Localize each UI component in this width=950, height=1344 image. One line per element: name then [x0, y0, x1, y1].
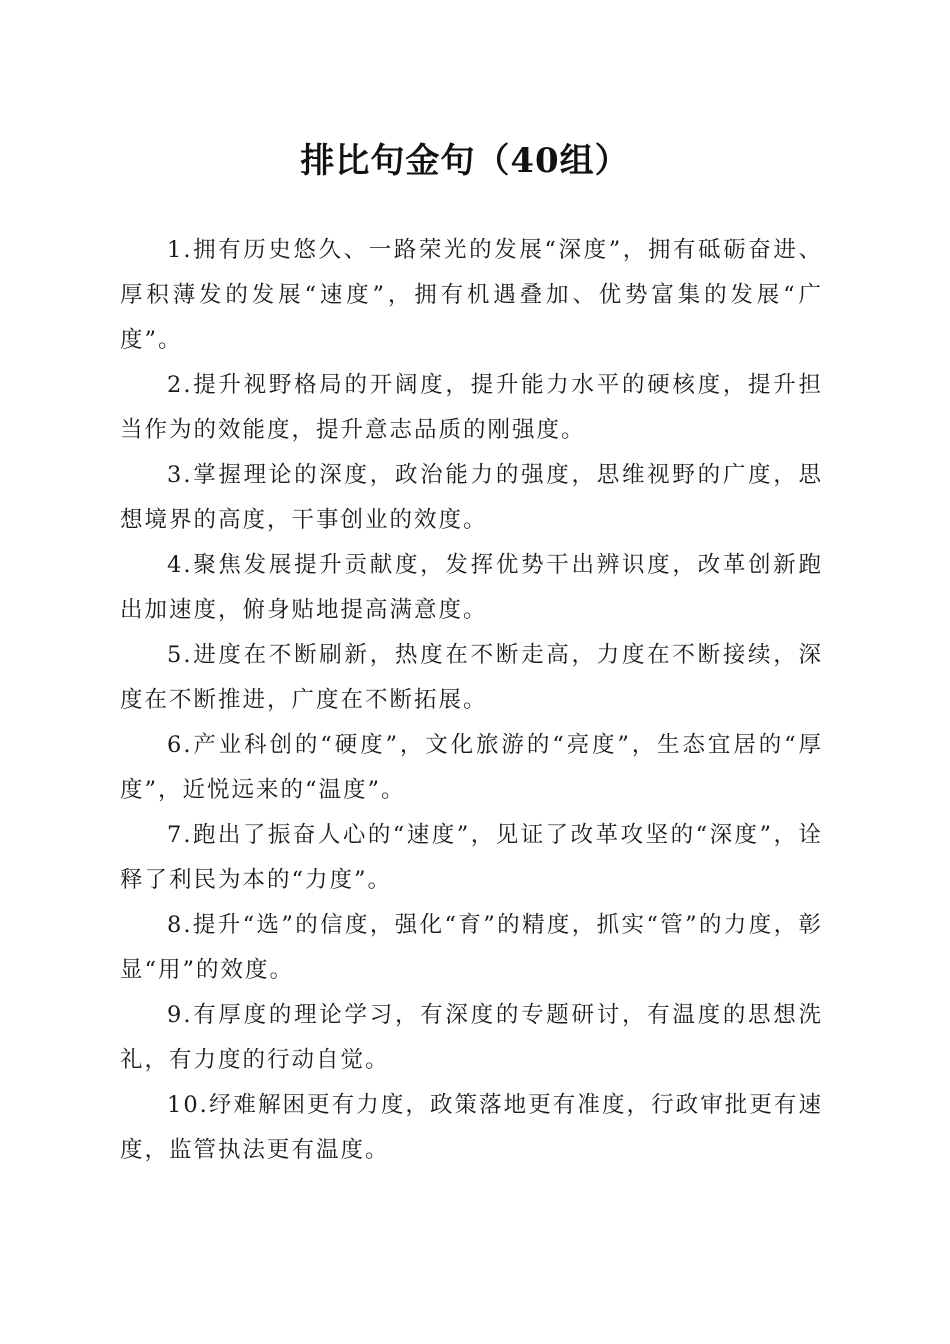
paragraph-10: 10.纾难解困更有力度，政策落地更有准度，行政审批更有速度，监管执法更有温度。 — [120, 1092, 823, 1163]
document-body — [120, 228, 823, 1173]
paragraph-2: 2.提升视野格局的开阔度，提升能力水平的硬核度，提升担当作为的效能度，提升意志品质的刚强度。 — [120, 372, 823, 443]
document-title: 排比句金句（40组） — [300, 141, 630, 181]
paragraph-3: 3.掌握理论的深度，政治能力的强度，思维视野的广度，思想境界的高度，干事创业的效度。 — [120, 462, 823, 533]
paragraph-6: 6.产业科创的“硬度”，文化旅游的“亮度”，生态宜居的“厚度”，近悦远来的“温度”。 — [120, 732, 823, 803]
paragraph-9: 9.有厚度的理论学习，有深度的专题研讨，有温度的思想洗礼，有力度的行动自觉。 — [120, 1002, 823, 1073]
paragraph-7: 7.跑出了振奋人心的“速度”，见证了改革攻坚的“深度”，诠释了利民为本的“力度”。 — [120, 822, 823, 893]
paragraph-1: 1.拥有历史悠久、一路荣光的发展“深度”，拥有砥砺奋进、厚积薄发的发展“速度”，拥有机遇叠加、优势富集的发展“广度”。 — [120, 237, 823, 353]
paragraph-4: 4.聚焦发展提升贡献度，发挥优势干出辨识度，改革创新跑出加速度，俯身贴地提高满意度。 — [120, 552, 823, 623]
paragraph-8: 8.提升“选”的信度，强化“育”的精度，抓实“管”的力度，彰显“用”的效度。 — [120, 912, 823, 983]
paragraph-5: 5.进度在不断刷新，热度在不断走高，力度在不断接续，深度在不断推进，广度在不断拓展。 — [120, 642, 823, 713]
